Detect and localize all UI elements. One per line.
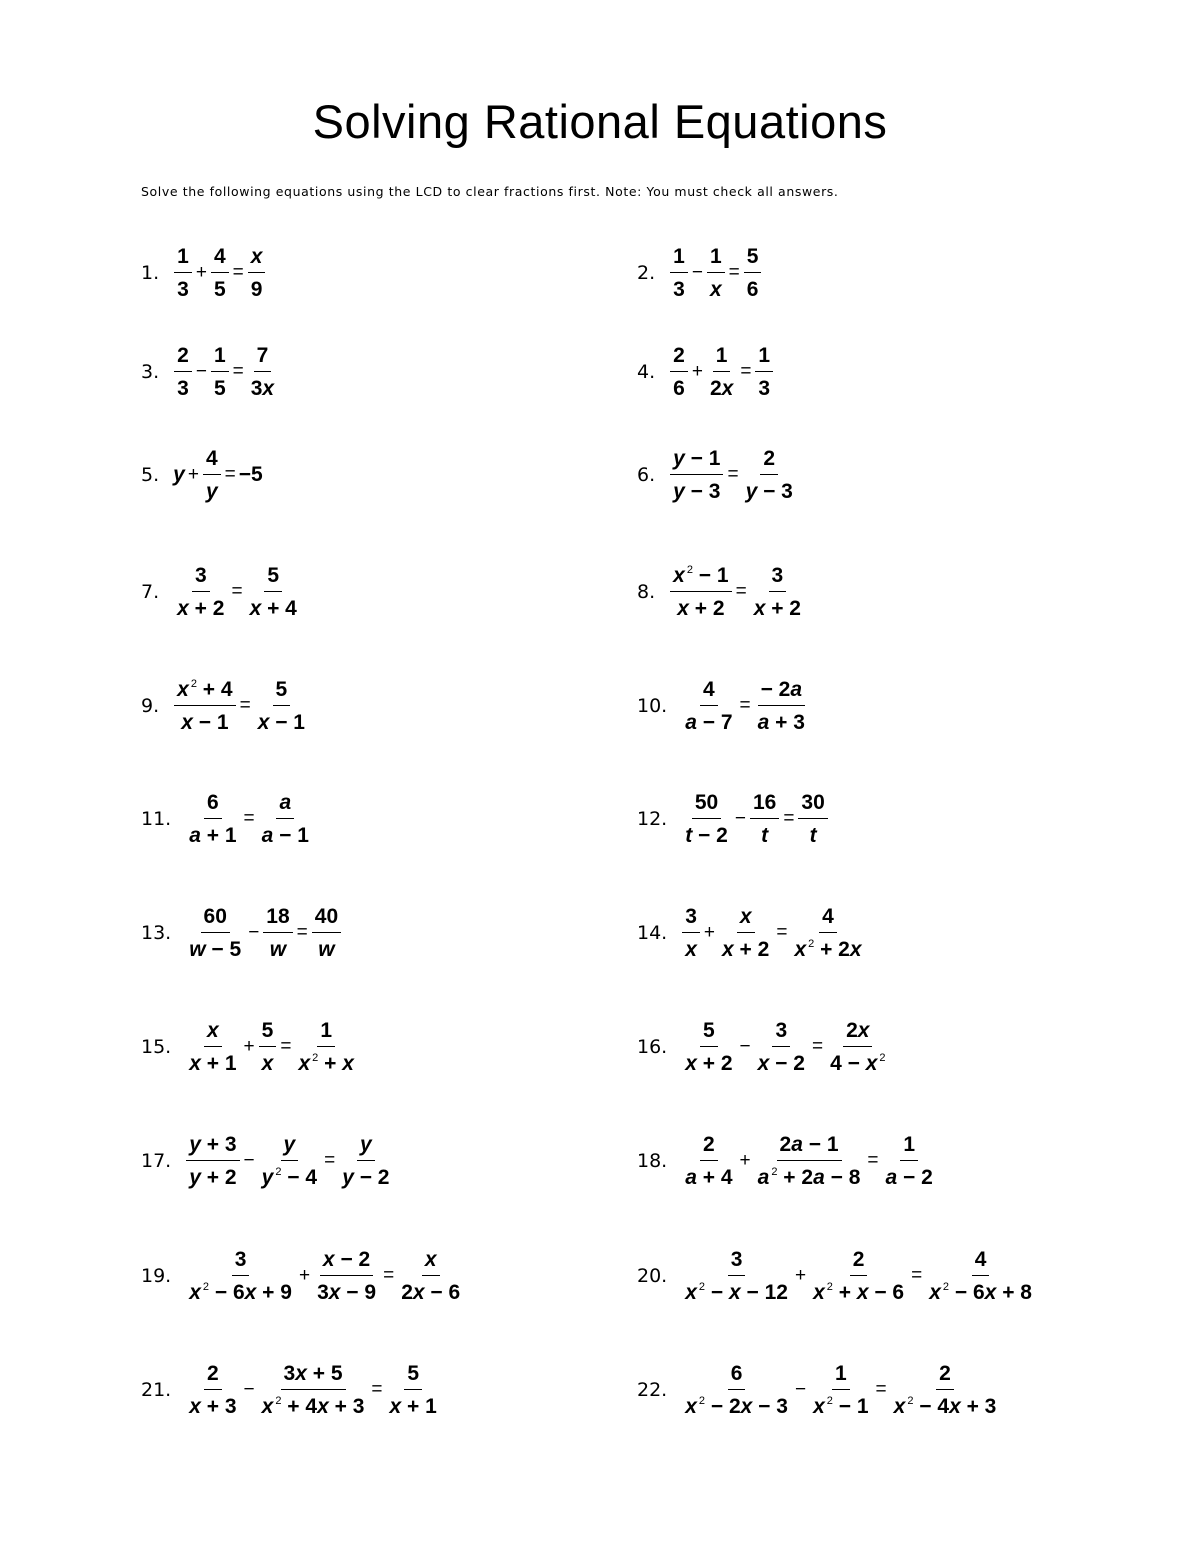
numerator: 3 [772,1018,790,1047]
numerator: 1 [900,1132,918,1161]
numerator: 2 [700,1132,718,1161]
fraction [259,1361,368,1419]
fraction [186,1018,239,1076]
numerator: 5 [273,677,291,706]
numerator: 2a − 1 [777,1132,842,1161]
fraction [670,343,688,401]
equation [681,904,865,962]
numerator: 1 [755,343,773,372]
operator: = [740,361,752,382]
fraction [248,343,277,401]
operator: = [739,695,751,716]
denominator: a − 2 [885,1166,933,1189]
denominator: x + 2 [677,597,725,620]
operator: + [298,1265,311,1286]
numerator: a [276,790,294,819]
numerator: 60 [201,904,230,933]
operator: = [867,1150,879,1171]
fraction [295,1018,356,1076]
problem-8 [637,563,805,621]
term: −5 [238,463,263,486]
denominator: 5 [213,377,226,400]
problem-9 [141,677,309,735]
fraction [186,1132,239,1190]
denominator: t [761,824,769,847]
denominator: x $^2$ + 2x [794,938,862,961]
operator: = [231,581,243,602]
problem-number: 18. [637,1150,668,1172]
numerator: x $^2$ + 4 [174,677,235,706]
denominator: x + 1 [189,1052,237,1075]
denominator: x $^2$ + x [298,1052,354,1075]
operator: = [383,1265,395,1286]
denominator: y − 2 [342,1166,390,1189]
denominator: a + 1 [189,824,237,847]
denominator: x $^2$ − 4x + 3 [893,1395,997,1418]
numerator: 5 [259,1018,277,1047]
problem-number: 14. [637,922,668,944]
denominator: x + 2 [753,597,801,620]
denominator: w [318,938,335,961]
problem-number: 12. [637,808,668,830]
operator: = [296,922,308,943]
problem-number: 5. [141,464,160,486]
numerator: 1 [317,1018,335,1047]
problem-16 [637,1018,890,1076]
numerator: − 2a [758,677,805,706]
numerator: 2x [843,1018,872,1047]
numerator: y [281,1132,299,1161]
operator: − [794,1379,807,1400]
equation [185,904,342,962]
operator: + [691,361,703,382]
operator: − [691,262,703,283]
numerator: 1 [174,244,192,273]
numerator: y − 1 [670,446,723,475]
fraction [387,1361,440,1419]
denominator: 5 [213,278,226,301]
operator: − [248,922,260,943]
fraction [755,677,808,735]
operator: = [728,262,740,283]
operator: = [371,1379,383,1400]
denominator: x [685,938,697,961]
denominator: x + 2 [177,597,225,620]
fraction [398,1247,463,1305]
numerator: 2 [936,1361,954,1390]
equation [681,790,829,848]
numerator: y + 3 [186,1132,239,1161]
denominator: w [269,938,287,961]
denominator: x $^2$ − 2x − 3 [685,1395,788,1418]
denominator: w − 5 [189,938,242,961]
numerator: 4 [700,677,718,706]
problem-number: 2. [637,262,656,284]
problem-number: 20. [637,1265,668,1287]
problem-number: 13. [141,922,172,944]
denominator: a + 4 [685,1166,733,1189]
operator: + [739,1150,751,1171]
denominator: x [709,278,722,301]
denominator: x $^2$ + 4x + 3 [261,1395,365,1418]
fraction [682,1018,735,1076]
operator: = [783,808,795,829]
fraction [682,1132,735,1190]
numerator: x [204,1018,222,1047]
equation [173,563,301,621]
problem-number: 11. [141,808,172,830]
problem-number: 3. [141,361,160,383]
fraction [670,244,688,302]
fraction [883,1132,936,1190]
problem-number: 8. [637,581,656,603]
numerator: 50 [692,790,721,819]
numerator: 4 [211,244,229,273]
fraction [255,677,308,735]
equation [173,677,309,735]
equation [185,790,313,848]
equation [173,446,263,504]
problem-number: 22. [637,1379,668,1401]
numerator: 4 [819,904,837,933]
problem-19 [141,1247,464,1305]
operator: = [911,1265,923,1286]
denominator: x + 3 [189,1395,237,1418]
fraction [755,1018,808,1076]
numerator: 2 [850,1247,868,1276]
numerator: 1 [713,343,731,372]
denominator: 9 [250,278,263,301]
equation [185,1018,358,1076]
fraction [682,790,731,848]
denominator: 6 [746,278,759,301]
problem-12 [637,790,829,848]
problem-21 [141,1361,441,1419]
fraction [174,343,192,401]
problem-number: 17. [141,1150,172,1172]
equation [681,677,809,735]
numerator: 1 [670,244,688,273]
denominator: 2x − 6 [401,1281,461,1304]
operator: + [195,262,207,283]
denominator: y − 3 [673,480,721,503]
fraction [682,904,700,962]
problem-number: 15. [141,1036,172,1058]
denominator: x + 1 [389,1395,437,1418]
denominator: y $^2$ − 4 [261,1166,318,1189]
numerator: x $^2$ − 1 [670,563,731,592]
problem-number: 7. [141,581,160,603]
problem-1 [141,244,266,302]
problem-number: 6. [637,464,656,486]
fraction [670,446,723,504]
operator: = [811,1036,824,1057]
denominator: 6 [673,377,685,400]
denominator: t − 2 [685,824,728,847]
problem-number: 21. [141,1379,172,1401]
fraction [755,1132,864,1190]
fraction [186,1247,295,1305]
fraction [174,563,227,621]
problem-13 [141,904,342,962]
operator: = [735,581,747,602]
fraction [259,790,312,848]
denominator: x + 2 [685,1052,733,1075]
numerator: 1 [832,1361,850,1390]
fraction [743,446,796,504]
denominator: 3x [250,377,275,400]
numerator: 6 [728,1361,746,1390]
equation [681,1361,1000,1419]
numerator: x − 2 [320,1247,373,1276]
fraction [755,343,773,401]
denominator: 4 − x $^2$ [830,1052,886,1075]
equation [185,1361,441,1419]
denominator: a $^2$ + 2a − 8 [757,1166,861,1189]
operator: = [875,1379,887,1400]
numerator: 5 [700,1018,718,1047]
problem-2 [637,244,762,302]
problem-number: 19. [141,1265,172,1287]
operator: − [734,808,746,829]
fraction [186,790,239,848]
operator: + [243,1036,255,1057]
denominator: x $^2$ − 6x + 9 [189,1281,292,1304]
denominator: x $^2$ − x − 12 [685,1281,788,1304]
equation [669,244,762,302]
fraction [810,1247,907,1305]
fraction [174,677,235,735]
denominator: 3 [177,278,189,301]
fraction [174,244,192,302]
operator: − [243,1150,255,1171]
denominator: a − 1 [261,824,309,847]
fraction [707,244,725,302]
operator: + [187,464,199,485]
denominator: y [205,480,218,503]
denominator: t [809,824,817,847]
fraction [248,244,266,302]
denominator: x $^2$ − 1 [813,1395,869,1418]
fraction [186,1361,239,1419]
numerator: 6 [204,790,222,819]
fraction [682,677,735,735]
operator: = [232,361,244,382]
operator: = [239,695,251,716]
denominator: x $^2$ − 6x + 8 [929,1281,1032,1304]
denominator: x $^2$ + x − 6 [813,1281,905,1304]
denominator: x − 2 [757,1052,805,1075]
numerator: 4 [203,446,221,475]
numerator: 3 [769,563,787,592]
fraction [186,904,244,962]
numerator: x [422,1247,440,1276]
fraction [791,904,864,962]
denominator: a + 3 [757,711,805,734]
equation [173,244,266,302]
problem-18 [637,1132,937,1190]
numerator: 1 [211,343,229,372]
equation [185,1132,393,1190]
numerator: 3 [192,563,210,592]
denominator: x + 4 [249,597,297,620]
numerator: 18 [263,904,292,933]
denominator: y − 3 [745,480,793,503]
problem-number: 16. [637,1036,668,1058]
denominator: x + 2 [722,938,770,961]
denominator: x [261,1052,274,1075]
numerator: x [737,904,755,933]
numerator: 3x + 5 [281,1361,346,1390]
problem-14 [637,904,866,962]
fraction [810,1361,871,1419]
operator: = [243,808,255,829]
numerator: 2 [670,343,688,372]
denominator: y + 2 [189,1166,237,1189]
problem-7 [141,563,301,621]
numerator: y [357,1132,375,1161]
problem-6 [637,446,797,504]
fraction [827,1018,888,1076]
equation [681,1132,937,1190]
fraction [259,1018,277,1076]
fraction [203,446,221,504]
fraction [670,563,731,621]
problem-5 [141,446,263,504]
numerator: 2 [760,446,778,475]
operator: = [232,262,244,283]
fraction [339,1132,392,1190]
numerator: 4 [972,1247,990,1276]
numerator: 1 [707,244,725,273]
problem-number: 10. [637,695,668,717]
fraction [744,244,762,302]
term: y [173,463,185,486]
numerator: 5 [264,563,282,592]
operator: + [794,1265,807,1286]
numerator: 40 [312,904,341,933]
equation [185,1247,464,1305]
problem-11 [141,790,313,848]
page-title: Solving Rational Equations [312,95,888,148]
numerator: 3 [682,904,700,933]
numerator: 7 [254,343,272,372]
operator: − [243,1379,255,1400]
problem-number: 9. [141,695,160,717]
fraction [314,1247,379,1305]
problem-number: 1. [141,262,160,284]
operator: = [280,1036,292,1057]
numerator: 30 [798,790,827,819]
denominator: 3 [673,278,685,301]
problem-20 [637,1247,1036,1305]
fraction [891,1361,1000,1419]
operator: = [324,1150,336,1171]
fraction [682,1361,791,1419]
equation [173,343,278,401]
problem-3 [141,343,278,401]
operator: = [727,464,739,485]
operator: + [703,922,716,943]
instructions: Solve the following equations using the LCD to clear fractions first. Note: You must check all answers. [141,184,839,199]
fraction [263,904,292,962]
fraction [707,343,736,401]
problem-22 [637,1361,1000,1419]
denominator: 2x [709,377,734,400]
fraction [682,1247,791,1305]
numerator: 2 [204,1361,222,1390]
equation [669,343,774,401]
fraction [798,790,827,848]
denominator: 3 [177,377,189,400]
denominator: x − 1 [181,711,229,734]
numerator: 16 [750,790,779,819]
operator: = [224,464,236,485]
equation [669,563,805,621]
problem-15 [141,1018,358,1076]
equation [669,446,797,504]
numerator: 3 [232,1247,250,1276]
fraction [211,244,229,302]
problem-4 [637,343,774,401]
denominator: 3 [758,377,771,400]
operator: − [739,1036,751,1057]
numerator: 2 [174,343,192,372]
denominator: a − 7 [685,711,733,734]
fraction [312,904,341,962]
problem-number: 4. [637,361,656,383]
equation [681,1018,889,1076]
numerator: 5 [404,1361,422,1390]
fraction [751,563,804,621]
fraction [750,790,779,848]
equation [681,1247,1036,1305]
fraction [259,1132,320,1190]
numerator: 5 [744,244,762,273]
operator: − [195,361,207,382]
fraction [926,1247,1035,1305]
fraction [211,343,229,401]
numerator: x [248,244,266,273]
fraction [719,904,772,962]
denominator: x − 1 [257,711,305,734]
fraction [247,563,300,621]
problem-17 [141,1132,394,1190]
numerator: 3 [728,1247,746,1276]
operator: = [776,922,788,943]
problem-10 [637,677,809,735]
denominator: 3x − 9 [317,1281,377,1304]
